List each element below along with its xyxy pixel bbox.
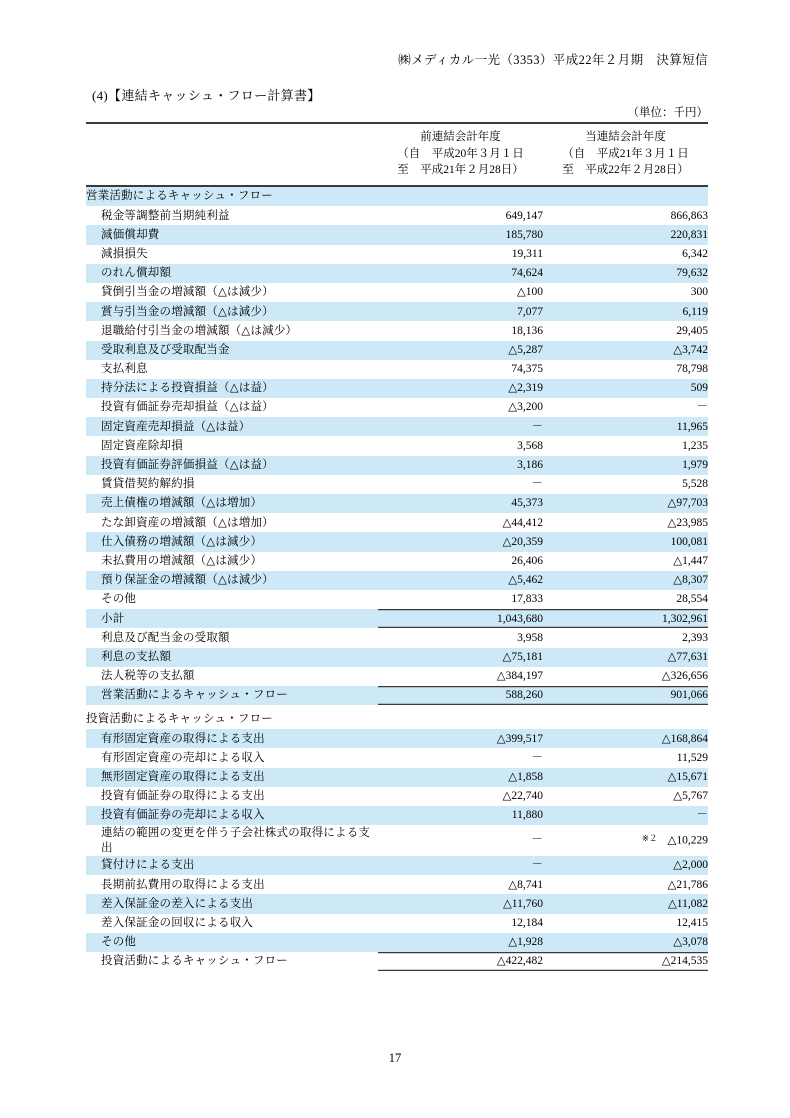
line-item-label: 法人税等の支払額: [101, 670, 195, 683]
table-row: [86, 609, 708, 628]
running-header: ㈱メディカル一光（3353）平成22年２月期 決算短信: [398, 53, 708, 67]
table-row: [86, 283, 708, 302]
table-row: [86, 456, 708, 475]
current-period-value-cell: [543, 933, 708, 952]
line-item-label-cell: [86, 787, 378, 806]
current-period-value: △8,307: [673, 574, 708, 587]
line-item-label: 仕入債務の増減額（△は減少）: [101, 535, 263, 548]
previous-period-value-cell: [378, 628, 543, 647]
previous-period-value: △44,412: [502, 516, 543, 529]
line-item-label-cell: [86, 245, 378, 264]
table-row: [86, 532, 708, 551]
previous-period-value: 3,186: [517, 459, 543, 472]
current-period-value: 866,863: [670, 209, 708, 222]
current-period-value-cell: [543, 894, 708, 913]
previous-period-value-cell: [378, 768, 543, 787]
table-row: [86, 787, 708, 806]
line-item-label: 貸倒引当金の増減額（△は減少）: [101, 286, 274, 299]
previous-period-value: △2,319: [508, 382, 543, 395]
line-item-label-cell: [86, 590, 378, 609]
line-item-label: 投資有価証券の売却による収入: [101, 809, 265, 822]
previous-period-value-cell: [378, 206, 543, 225]
line-item-label: 投資有価証券の取得による支出: [101, 790, 265, 803]
current-period-value-cell: [543, 456, 708, 475]
previous-period-value: △422,482: [496, 955, 543, 968]
previous-period-value: △11,760: [502, 897, 543, 910]
current-period-value: △1,447: [673, 554, 708, 567]
line-item-label: 長期前払費用の取得による支出: [101, 878, 265, 891]
current-period-line2: （自 平成21年３月１日: [562, 147, 689, 160]
line-item-label: 減価償却費: [101, 228, 160, 241]
current-period-value-cell: [543, 494, 708, 513]
current-period-value: 5,528: [682, 478, 708, 491]
current-period-value-cell: [543, 360, 708, 379]
previous-period-value: 185,780: [505, 228, 543, 241]
current-period-line1: 当連結会計年度: [585, 131, 666, 143]
current-period-value: 12,415: [676, 917, 708, 930]
line-item-label-cell: [86, 894, 378, 913]
line-item-label-cell: [86, 341, 378, 360]
line-item-label: 持分法による投資損益（△は益）: [101, 382, 274, 395]
period-header-row: [86, 124, 708, 186]
table-row: [86, 494, 708, 513]
previous-period-value-cell: [378, 729, 543, 748]
previous-period-value: △384,197: [496, 670, 543, 683]
line-item-label-cell: [86, 456, 378, 475]
previous-period-value-cell: [378, 825, 543, 856]
table-row: [86, 341, 708, 360]
previous-period-value-cell: [378, 245, 543, 264]
line-item-label-cell: [86, 206, 378, 225]
current-period-value-cell: [543, 825, 708, 856]
table-row: [86, 590, 708, 609]
line-item-label-cell: [86, 436, 378, 455]
current-period-value: △5,767: [673, 790, 708, 803]
previous-period-value-cell: [378, 436, 543, 455]
line-item-label: 投資活動によるキャッシュ・フロー: [101, 955, 288, 968]
table-row: [86, 187, 708, 206]
previous-period-value-cell: [378, 609, 543, 628]
current-period-value: △3,742: [673, 343, 708, 356]
previous-period-value-cell: [378, 513, 543, 532]
previous-period-header: [378, 124, 543, 186]
table-row: [86, 321, 708, 340]
current-period-value: △11,082: [667, 897, 708, 910]
previous-period-value-cell: [378, 787, 543, 806]
line-item-label: 利息及び配当金の受取額: [101, 631, 230, 644]
previous-period-value-cell: [378, 417, 543, 436]
table-row: [86, 475, 708, 494]
line-item-label-cell: [86, 398, 378, 417]
current-period-value-cell: [543, 283, 708, 302]
previous-period-value-cell: [378, 894, 543, 913]
table-row: [86, 245, 708, 264]
section-heading-cell: [86, 710, 378, 729]
line-item-label-cell: [86, 321, 378, 340]
previous-period-value-cell: [378, 475, 543, 494]
current-period-value-cell: [543, 532, 708, 551]
current-period-value-cell: [543, 552, 708, 571]
table-row: [86, 436, 708, 455]
previous-period-value: 588,260: [505, 689, 543, 702]
current-period-value: △21,786: [667, 878, 708, 891]
current-period-value-cell: [543, 379, 708, 398]
page-title: (4)【連結キャッシュ・フロー計算書】: [92, 88, 321, 103]
current-period-value: 28,554: [676, 593, 708, 606]
current-period-value-cell: [543, 648, 708, 667]
previous-period-value: △22,740: [502, 790, 543, 803]
current-period-value: 6,342: [682, 247, 708, 260]
previous-period-value-cell: [378, 571, 543, 590]
current-period-value: △326,656: [661, 670, 708, 683]
line-item-label: 営業活動によるキャッシュ・フロー: [86, 190, 273, 203]
cash-flow-statement-table: [86, 122, 708, 971]
previous-period-value-cell: [378, 494, 543, 513]
current-period-value-cell: [543, 206, 708, 225]
line-item-label: その他: [101, 593, 137, 606]
line-item-label-cell: [86, 609, 378, 628]
line-item-label-cell: [86, 264, 378, 283]
line-item-label: 減損損失: [101, 247, 148, 260]
previous-period-value: －: [531, 420, 543, 433]
current-period-value-cell: [543, 686, 708, 705]
current-period-value-cell: [543, 856, 708, 875]
line-item-label: 差入保証金の差入による支出: [101, 897, 254, 910]
current-period-value: △3,078: [673, 936, 708, 949]
table-header: [86, 123, 708, 187]
previous-period-value-cell: [378, 648, 543, 667]
current-period-value-cell: [543, 875, 708, 894]
previous-period-value-cell: [378, 341, 543, 360]
line-item-label-cell: [86, 768, 378, 787]
previous-period-value: 17,833: [511, 593, 543, 606]
table-row: [86, 875, 708, 894]
previous-period-value-cell: [378, 590, 543, 609]
previous-period-value: 26,406: [511, 554, 543, 567]
line-item-label: 固定資産除却損: [101, 439, 183, 452]
table-row: [86, 571, 708, 590]
line-item-label: 税金等調整前当期純利益: [101, 209, 230, 222]
previous-period-value-cell: [378, 398, 543, 417]
table-row: [86, 552, 708, 571]
current-period-value-cell: [543, 748, 708, 767]
table-row: [86, 933, 708, 952]
previous-period-value-cell: [378, 914, 543, 933]
previous-period-value-cell: [378, 933, 543, 952]
line-item-label-cell: [86, 360, 378, 379]
current-period-value-cell: [543, 341, 708, 360]
current-period-value: 29,405: [676, 324, 708, 337]
previous-period-value: 74,375: [511, 363, 543, 376]
previous-period-line2: （自 平成20年３月１日: [397, 147, 524, 160]
line-item-label-cell: [86, 806, 378, 825]
current-period-value: △214,535: [661, 955, 708, 968]
previous-period-value-cell: [378, 283, 543, 302]
table-row: [86, 825, 708, 856]
current-period-value: △97,703: [667, 497, 708, 510]
previous-period-value: △20,359: [502, 535, 543, 548]
table-row: [86, 894, 708, 913]
current-period-value: 100,081: [670, 535, 708, 548]
current-period-header: [543, 124, 708, 186]
current-period-value-cell: [543, 436, 708, 455]
previous-period-value: 19,311: [511, 247, 543, 260]
current-period-value: 78,798: [676, 363, 708, 376]
current-period-value: 220,831: [670, 228, 708, 241]
line-item-label: 連結の範囲の変更を伴う子会社株式の取得による支出: [101, 827, 371, 855]
current-period-value: △10,229: [667, 834, 708, 847]
line-item-label: 投資有価証券評価損益（△は益）: [101, 459, 274, 472]
unit-note: （単位：千円）: [627, 107, 708, 119]
previous-period-value: △75,181: [502, 650, 543, 663]
previous-period-value: 45,373: [511, 497, 543, 510]
current-period-value-cell: [543, 225, 708, 244]
previous-period-value: －: [531, 834, 543, 847]
line-item-label-cell: [86, 552, 378, 571]
previous-period-value-cell: [378, 187, 543, 206]
table-row: [86, 648, 708, 667]
line-item-label: 小計: [101, 612, 125, 625]
line-item-label-cell: [86, 225, 378, 244]
current-period-value-cell: [543, 398, 708, 417]
current-period-value: △168,864: [661, 732, 708, 745]
line-item-label-cell: [86, 875, 378, 894]
table-row: [86, 914, 708, 933]
table-row: [86, 302, 708, 321]
current-period-value-cell: [543, 302, 708, 321]
label-column-header: [86, 124, 378, 186]
previous-period-value: △1,858: [508, 771, 543, 784]
table-row: [86, 225, 708, 244]
table-row: [86, 264, 708, 283]
line-item-label: 預り保証金の増減額（△は減少）: [101, 574, 274, 587]
current-period-value-cell: [543, 667, 708, 686]
current-period-value-cell: [543, 710, 708, 729]
line-item-label: 退職給付引当金の増減額（△は減少）: [101, 324, 298, 337]
line-item-label-cell: [86, 513, 378, 532]
line-item-label: たな卸資産の増減額（△は増加）: [101, 516, 274, 529]
previous-period-value: 649,147: [505, 209, 543, 222]
current-period-value: 901,066: [670, 689, 708, 702]
previous-period-value: －: [531, 859, 543, 872]
line-item-label-cell: [86, 571, 378, 590]
section-heading-cell: [86, 187, 378, 206]
previous-period-value-cell: [378, 264, 543, 283]
table-row: [86, 379, 708, 398]
line-item-label: 無形固定資産の取得による支出: [101, 771, 265, 784]
previous-period-value-cell: [378, 667, 543, 686]
line-item-label-cell: [86, 283, 378, 302]
table-row: [86, 686, 708, 705]
previous-period-value-cell: [378, 875, 543, 894]
current-period-value-cell: [543, 513, 708, 532]
line-item-label: 賞与引当金の増減額（△は減少）: [101, 305, 274, 318]
line-item-label-cell: [86, 856, 378, 875]
line-item-label-cell: [86, 914, 378, 933]
current-period-value-cell: [543, 321, 708, 340]
line-item-label-cell: [86, 729, 378, 748]
current-period-value-cell: [543, 590, 708, 609]
previous-period-value: △8,741: [508, 878, 543, 891]
line-item-label-cell: [86, 302, 378, 321]
previous-period-value: △399,517: [496, 732, 543, 745]
previous-period-value: △3,200: [508, 401, 543, 414]
current-period-value: 2,393: [682, 631, 708, 644]
current-period-value: △23,985: [667, 516, 708, 529]
previous-period-value-cell: [378, 952, 543, 971]
table-row: [86, 667, 708, 686]
table-body: [86, 187, 708, 971]
table-row: [86, 206, 708, 225]
line-item-label-cell: [86, 933, 378, 952]
line-item-label: 差入保証金の回収による収入: [101, 917, 254, 930]
previous-period-value-cell: [378, 456, 543, 475]
line-item-label-cell: [86, 417, 378, 436]
previous-period-value-cell: [378, 686, 543, 705]
line-item-label-cell: [86, 379, 378, 398]
current-period-value: 1,979: [682, 459, 708, 472]
previous-period-value: 12,184: [511, 917, 543, 930]
current-period-value: △15,671: [667, 771, 708, 784]
previous-period-value: 3,568: [517, 439, 543, 452]
line-item-label: 賃貸借契約解約損: [101, 478, 195, 491]
previous-period-value-cell: [378, 360, 543, 379]
previous-period-value: △1,928: [508, 936, 543, 949]
previous-period-value-cell: [378, 302, 543, 321]
previous-period-value-cell: [378, 321, 543, 340]
table-row: [86, 806, 708, 825]
table-row: [86, 748, 708, 767]
current-period-value: △77,631: [667, 650, 708, 663]
line-item-label-cell: [86, 628, 378, 647]
current-period-value-cell: [543, 475, 708, 494]
current-period-line3: 至 平成22年２月28日）: [562, 164, 689, 177]
line-item-label-cell: [86, 532, 378, 551]
current-period-value: 11,965: [676, 420, 708, 433]
table-row: [86, 628, 708, 647]
previous-period-value: △5,462: [508, 574, 543, 587]
line-item-label: 売上債権の増減額（△は増加）: [101, 497, 263, 510]
current-period-value-cell: [543, 571, 708, 590]
line-item-label: その他: [101, 936, 137, 949]
current-period-value-cell: [543, 914, 708, 933]
line-item-label: 投資活動によるキャッシュ・フロー: [86, 713, 273, 726]
table-row: [86, 710, 708, 729]
current-period-value-cell: [543, 245, 708, 264]
previous-period-value: 11,880: [511, 809, 543, 822]
current-period-value-cell: [543, 187, 708, 206]
line-item-label-cell: [86, 952, 378, 971]
current-period-value: 1,235: [682, 439, 708, 452]
current-period-value: 300: [690, 286, 708, 299]
line-item-label: 貸付けによる支出: [101, 859, 195, 872]
table-row: [86, 856, 708, 875]
previous-period-value-cell: [378, 806, 543, 825]
previous-period-value-cell: [378, 552, 543, 571]
previous-period-value-cell: [378, 225, 543, 244]
cash-flow-table-wrapper: [86, 122, 708, 971]
line-item-label: 未払費用の増減額（△は減少）: [101, 554, 263, 567]
current-period-value: 6,119: [682, 305, 708, 318]
table-row: [86, 513, 708, 532]
current-period-value-cell: [543, 787, 708, 806]
table-row: [86, 417, 708, 436]
current-period-value: －: [696, 401, 708, 414]
previous-period-value: －: [531, 478, 543, 491]
previous-period-value: △100: [516, 286, 543, 299]
previous-period-value: －: [531, 751, 543, 764]
previous-period-value-cell: [378, 532, 543, 551]
current-period-value-cell: [543, 729, 708, 748]
current-period-value-cell: [543, 806, 708, 825]
line-item-label: 利息の支払額: [101, 650, 172, 663]
current-period-value: △2,000: [673, 859, 708, 872]
current-period-value-cell: [543, 609, 708, 628]
current-period-value: 1,302,961: [662, 612, 708, 625]
note-reference-mark: ※２: [641, 833, 658, 844]
current-period-value-cell: [543, 628, 708, 647]
previous-period-value-cell: [378, 856, 543, 875]
line-item-label: 有形固定資産の売却による収入: [101, 751, 265, 764]
previous-period-value: 74,624: [511, 267, 543, 280]
current-period-value: 509: [690, 382, 708, 395]
table-row: [86, 398, 708, 417]
current-period-value: 79,632: [676, 267, 708, 280]
current-period-value: －: [696, 809, 708, 822]
table-row: [86, 360, 708, 379]
current-period-value-cell: [543, 264, 708, 283]
previous-period-value: 7,077: [517, 305, 543, 318]
current-period-value-cell: [543, 952, 708, 971]
line-item-label-cell: [86, 748, 378, 767]
previous-period-value-cell: [378, 379, 543, 398]
table-row: [86, 952, 708, 971]
current-period-value-cell: [543, 768, 708, 787]
previous-period-value: 1,043,680: [497, 612, 543, 625]
previous-period-value: 3,958: [517, 631, 543, 644]
previous-period-value-cell: [378, 748, 543, 767]
line-item-label: 有形固定資産の取得による支出: [101, 732, 265, 745]
line-item-label: 受取利息及び受取配当金: [101, 343, 230, 356]
previous-period-line1: 前連結会計年度: [420, 131, 501, 143]
line-item-label-cell: [86, 667, 378, 686]
line-item-label-cell: [86, 494, 378, 513]
line-item-label: のれん償却額: [101, 267, 172, 280]
line-item-label: 投資有価証券売却損益（△は益）: [101, 401, 274, 414]
line-item-label-cell: [86, 686, 378, 705]
table-row: [86, 729, 708, 748]
current-period-value: 11,529: [676, 751, 708, 764]
line-item-label-cell: [86, 825, 378, 856]
current-period-value-cell: [543, 417, 708, 436]
line-item-label: 支払利息: [101, 363, 148, 376]
previous-period-line3: 至 平成21年２月28日）: [397, 164, 524, 177]
line-item-label-cell: [86, 648, 378, 667]
previous-period-value-cell: [378, 710, 543, 729]
line-item-label-cell: [86, 475, 378, 494]
line-item-label: 営業活動によるキャッシュ・フロー: [101, 689, 288, 702]
page-number: 17: [388, 1051, 402, 1065]
line-item-label: 固定資産売却損益（△は益）: [101, 420, 251, 433]
previous-period-value: 18,136: [511, 324, 543, 337]
previous-period-value: △5,287: [508, 343, 543, 356]
table-row: [86, 768, 708, 787]
